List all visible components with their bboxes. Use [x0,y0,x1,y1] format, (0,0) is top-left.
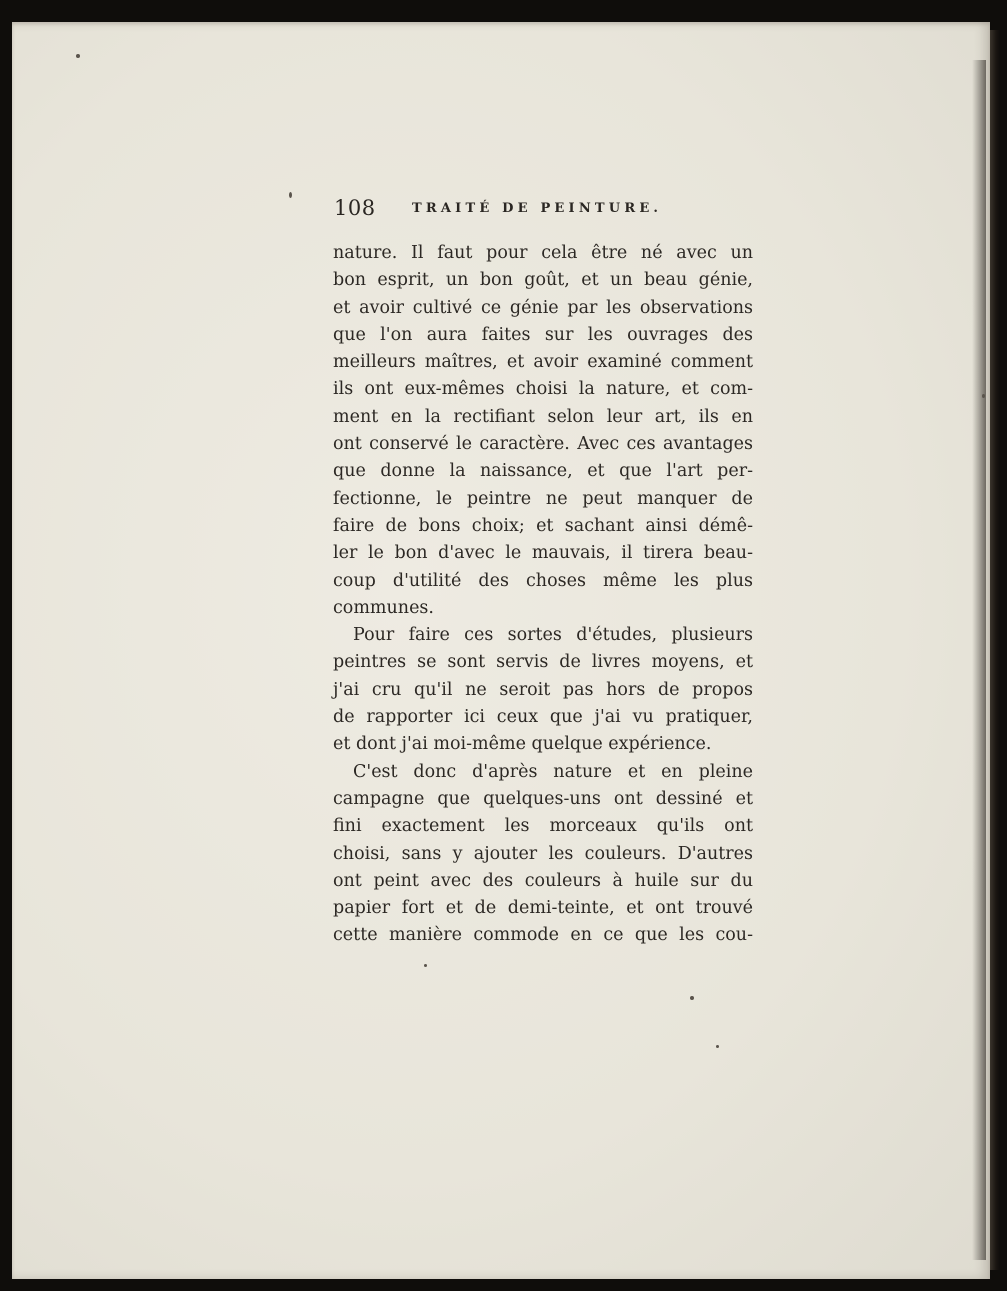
text-line: que l'on aura faites sur les ouvrages des [333,324,753,345]
text-line: fini exactement les morceaux qu'ils ont [333,816,753,837]
paper-speck [424,964,427,967]
text-line: ont conservé le caractère. Avec ces avantages [333,434,753,455]
text-line: fectionne, le peintre ne peut manquer de [333,488,753,509]
text-line: et dont j'ai moi-même quelque expérience. [333,734,712,755]
text-line: choisi, sans y ajouter les couleurs. D'autres [333,843,753,864]
page-header [334,196,774,224]
text-line: bon esprit, un bon goût, et un beau génie, [333,270,753,291]
text-line: de rapporter ici ceux que j'ai vu pratiquer, [333,707,753,728]
next-page-edge [990,30,1000,1270]
text-line: C'est donc d'après nature et en pleine [353,761,753,782]
text-line: nature. Il faut pour cela être né avec un [333,243,753,263]
page-gutter-shadow [972,60,986,1260]
text-line: coup d'utilité des choses même les plus [333,570,753,591]
body-text [333,240,753,950]
paragraph-3 [333,759,753,950]
text-line: Pour faire ces sortes d'études, plusieurs [353,625,753,646]
text-line: campagne que quelques-uns ont dessiné et [333,788,753,809]
text-line: papier fort et de demi-teinte, et ont trouvé [333,898,753,919]
text-line: j'ai cru qu'il ne seroit pas hors de propos [333,679,753,700]
text-line: et avoir cultivé ce génie par les observations [333,297,753,318]
paragraph-1 [333,240,753,622]
page-number: 108 [334,196,376,220]
text-line: ler le bon d'avec le mauvais, il tirera beau- [333,543,753,564]
text-line: communes. [333,597,434,618]
text-line: ont peint avec des couleurs à huile sur du [333,870,753,891]
text-line: que donne la naissance, et que l'art per- [333,461,753,482]
running-title: TRAITÉ DE PEINTURE. [412,201,663,216]
paper-speck [690,996,694,1000]
text-line: cette manière commode en ce que les cou- [333,925,753,946]
paper-speck [716,1045,719,1048]
text-line: meilleurs maîtres, et avoir examiné comment [333,352,753,373]
text-line: ment en la rectifiant selon leur art, ils en [333,406,753,427]
paragraph-2 [333,622,753,758]
text-line: ils ont eux-mêmes choisi la nature, et com- [333,379,753,400]
text-line: peintres se sont servis de livres moyens, et [333,652,753,673]
paper-speck [76,54,80,58]
paper-speck [289,192,292,198]
paper-speck [982,394,985,398]
text-line: faire de bons choix; et sachant ainsi démê- [333,515,753,536]
